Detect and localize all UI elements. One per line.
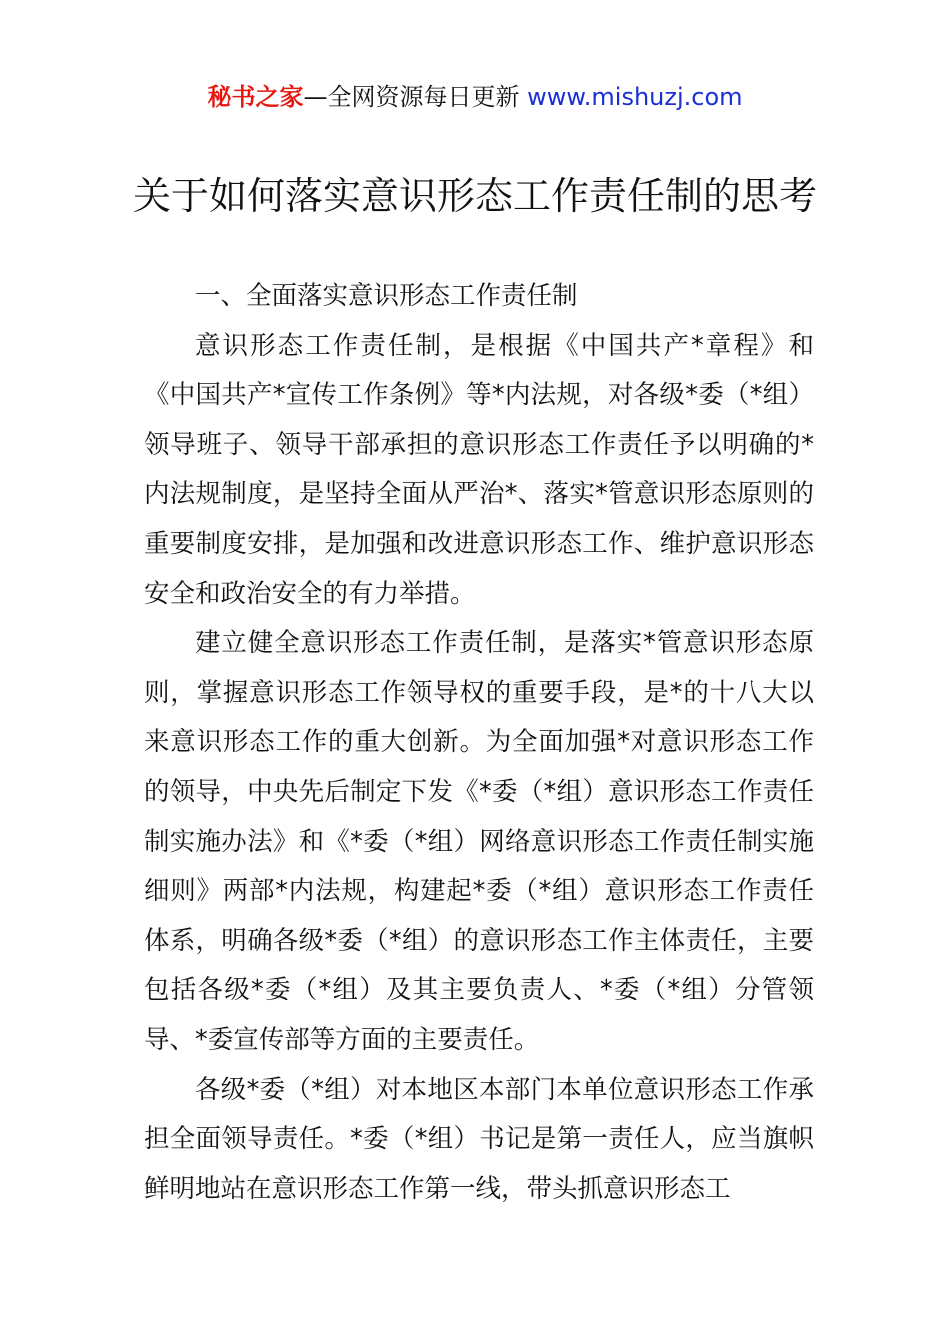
document-title: 关于如何落实意识形态工作责任制的思考 — [132, 174, 817, 218]
paragraph: 建立健全意识形态工作责任制，是落实*管意识形态原则，掌握意识形态工作领导权的重要手段，是*的十八大以来意识形态工作的重大创新。为全面加强*对意识形态工作的领导，中央先后制定下发《*委（*组）意识形态工作责任制实施办法》和《*委（*组）网络意识形态工作责任制实施细则》两部*内法规，构建起*委（*组）意识形态工作责任体系，明确各级*委（*组）的意识形态工作主体责任，主要包括各级*委（*组）及其主要负责人、*委（*组）分管领导、*委宣传部等方面的主要责任。 — [144, 628, 814, 1055]
section-heading: 一、全面落实意识形态工作责任制 — [195, 281, 578, 311]
paragraph: 意识形态工作责任制，是根据《中国共产*章程》和《中国共产*宣传工作条例》等*内法规，对各级*委（*组）领导班子、领导干部承担的意识形态工作责任予以明确的*内法规制度，是坚持全面从严治*、落实*管意识形态原则的重要制度安排，是加强和改进意识形态工作、维护意识形态安全和政治安全的有力举措。 — [144, 330, 814, 609]
brand-tagline: —全网资源每日更新 — [303, 83, 520, 111]
site-url: www.mishuzj.com — [527, 83, 743, 111]
document-body — [144, 272, 814, 1214]
watermark-header — [0, 80, 950, 114]
paragraph: 各级*委（*组）对本地区本部门本单位意识形态工作承担全面领导责任。*委（*组）书记是第一责任人，应当旗帜鲜明地站在意识形态工作第一线，带头抓意识形态工 — [144, 1074, 814, 1204]
brand-name: 秘书之家 — [207, 83, 304, 111]
